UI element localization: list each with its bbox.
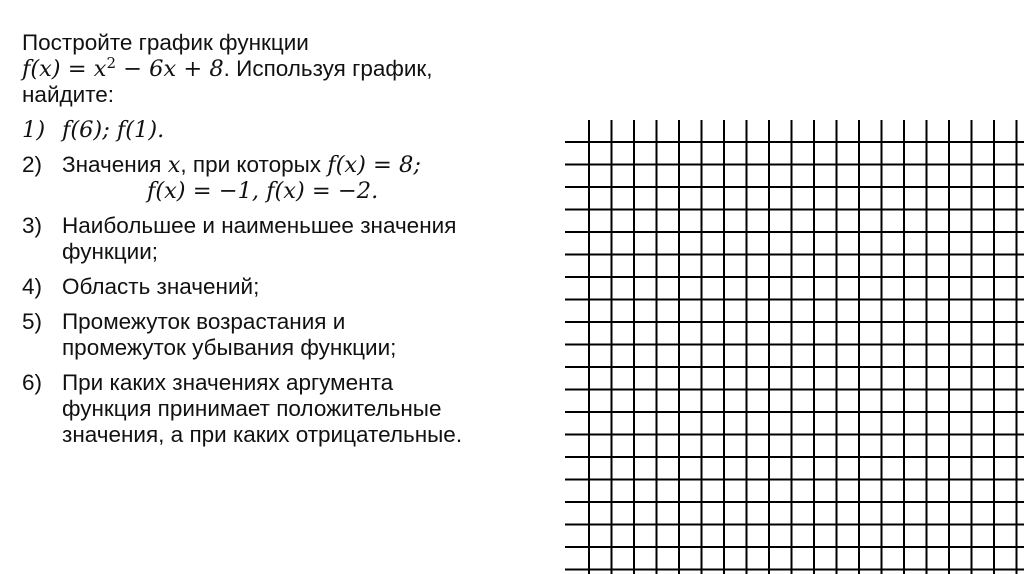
graph-grid [565,120,1024,574]
function-eq: = [60,56,94,82]
function-formula [22,56,562,82]
item-number: 4) [22,274,43,299]
item-number: 3) [22,213,43,238]
function-exponent: 2 [106,54,116,72]
item-line: функции; [62,239,159,264]
item-line: При каких значениях аргумента [62,370,394,395]
list-item-2 [22,152,562,204]
item-text: Значения [62,152,168,177]
item-number: 2) [22,152,43,177]
function-lhs: f(x) [22,56,61,82]
item-line: Промежуток возрастания и [62,309,346,334]
item-line: промежуток убывания функции; [62,335,397,360]
item-number: 5) [22,309,43,334]
list-item-3 [22,213,562,265]
task-title: Постройте график функции [22,30,309,55]
item-math: x [167,152,181,178]
item-line: Область значений; [62,274,260,299]
list-item-5 [22,309,562,361]
function-x: x [93,56,107,82]
list-item-6 [22,370,562,448]
list-item-4 [22,274,562,300]
list-item-1 [22,117,562,143]
item-line: функция принимает положительные [62,396,442,421]
item-number: 1) [22,117,46,143]
item-line: значения, а при каких отрицательные. [62,422,463,447]
item-math: f(x) = 8; [327,152,421,178]
function-rest: − 6x + 8 [116,56,224,82]
item-number: 6) [22,370,43,395]
item-math: f(x) = −1, f(x) = −2. [147,178,379,204]
item-line: Наибольшее и наименьшее значения [62,213,457,238]
item-text: , при которых [180,152,328,177]
function-tail: . Используя график, [223,56,433,81]
task-find: найдите: [22,82,115,107]
task-text [22,30,562,448]
item-math: f(6); f(1). [62,117,165,143]
